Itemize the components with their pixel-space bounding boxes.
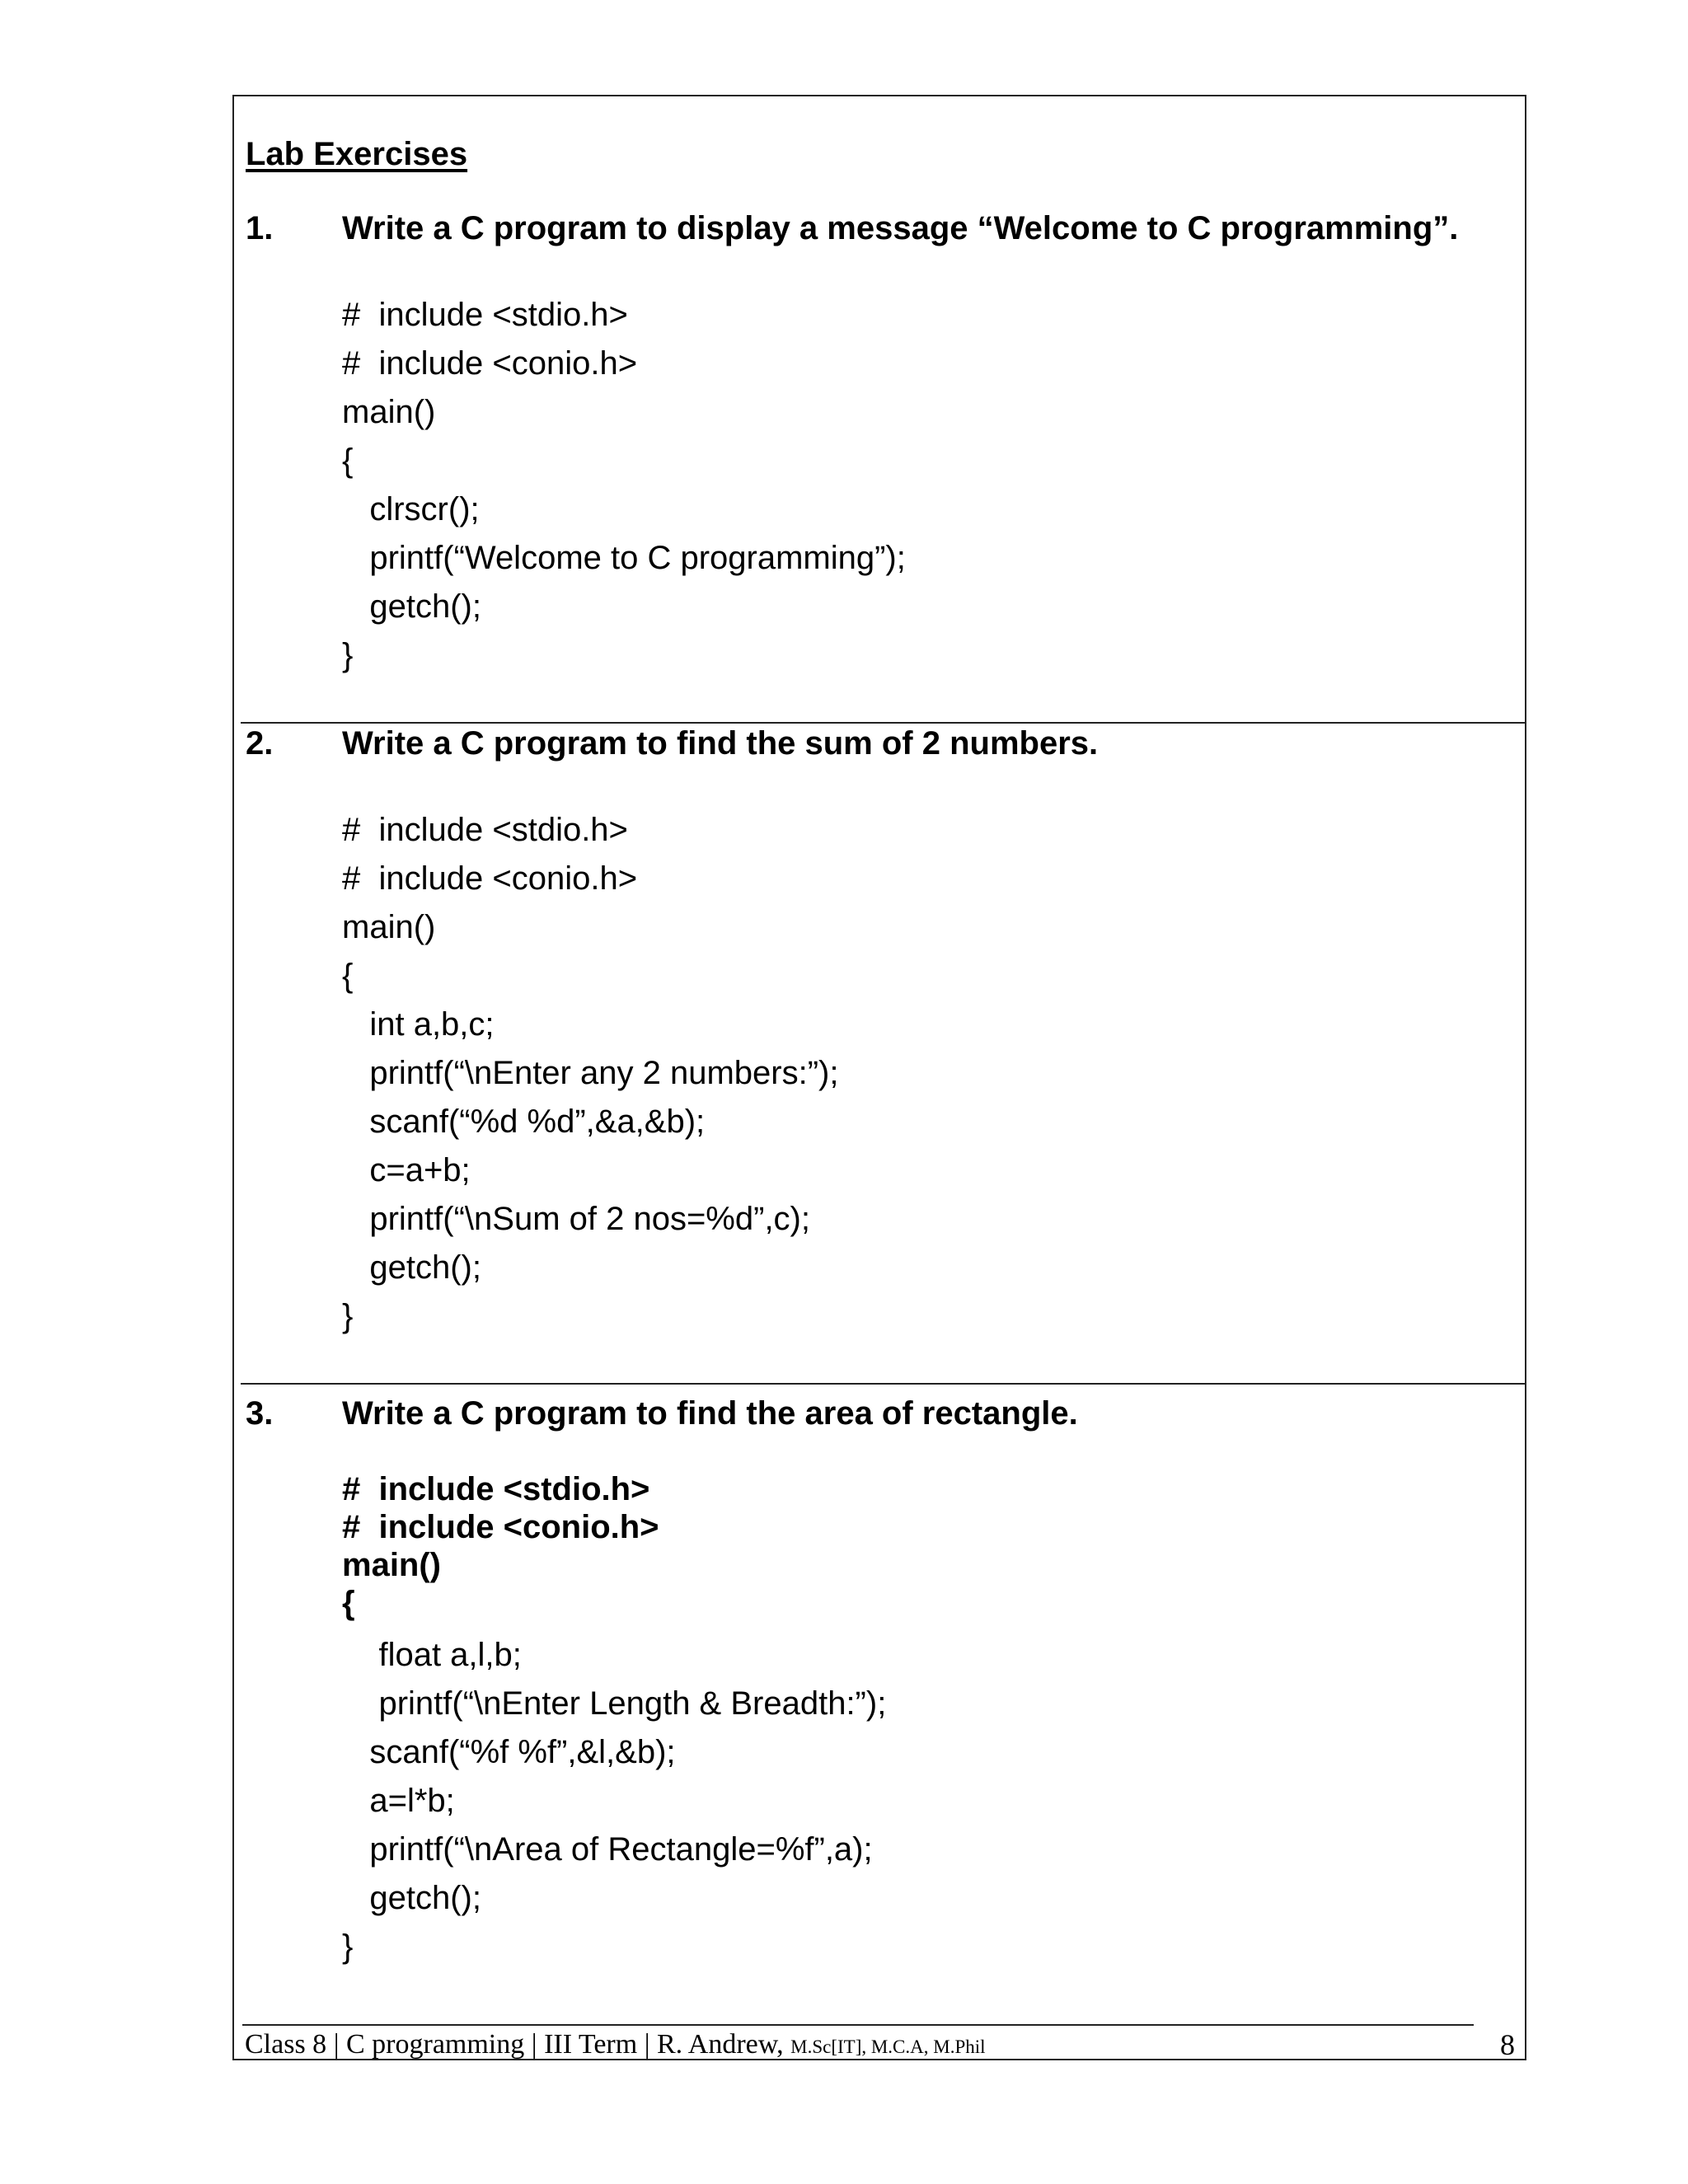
code-line: a=l*b;: [342, 1783, 455, 1819]
page-number: 8: [1500, 2028, 1515, 2061]
code-line: getch();: [342, 588, 481, 625]
code-line: {: [342, 958, 354, 994]
code-line: printf(“\nEnter Length & Breadth:”);: [342, 1685, 887, 1722]
footer-rule: [242, 2024, 1474, 2026]
code-line: # include <stdio.h>: [342, 812, 628, 848]
footer-separator: |: [333, 2029, 340, 2060]
code-line: clrscr();: [342, 491, 480, 527]
section-divider: [241, 1383, 1525, 1385]
code-line: int a,b,c;: [342, 1006, 495, 1043]
code-line: printf(“\nEnter any 2 numbers:”);: [342, 1055, 839, 1091]
exercise-2-title: Write a C program to find the sum of 2 numbers.: [342, 725, 1099, 762]
code-line: printf(“Welcome to C programming”);: [342, 540, 906, 576]
footer-term: III Term: [544, 2029, 638, 2060]
footer-class: Class 8: [245, 2029, 327, 2060]
code-line: printf(“\nArea of Rectangle=%f”,a);: [342, 1831, 873, 1868]
code-line: getch();: [342, 1880, 481, 1916]
code-line: getch();: [342, 1249, 481, 1286]
code-line: float a,l,b;: [342, 1637, 522, 1673]
footer-separator: |: [531, 2029, 537, 2060]
code-line: main(): [342, 394, 436, 430]
code-line: main(): [342, 909, 436, 945]
code-line: }: [342, 1298, 354, 1334]
footer-author: R. Andrew,: [657, 2029, 784, 2060]
code-line: }: [342, 637, 354, 673]
exercise-1-number: 1.: [246, 210, 274, 246]
code-line: # include <conio.h>: [342, 860, 638, 897]
section-divider: [241, 722, 1525, 724]
footer-credentials: M.Sc[IT], M.C.A, M.Phil: [790, 2036, 986, 2057]
code-line: # include <stdio.h>: [342, 297, 628, 333]
code-line: c=a+b;: [342, 1152, 471, 1188]
exercise-2-number: 2.: [246, 725, 274, 762]
page-heading: Lab Exercises: [246, 136, 468, 172]
code-line: main(): [342, 1547, 441, 1583]
code-line: }: [342, 1929, 354, 1965]
exercise-3-number: 3.: [246, 1395, 274, 1432]
code-line: # include <stdio.h>: [342, 1471, 650, 1507]
footer: [245, 2029, 986, 2060]
footer-subject: C programming: [346, 2029, 525, 2060]
code-line: scanf(“%f %f”,&l,&b);: [342, 1734, 676, 1770]
exercise-1-title: Write a C program to display a message “Welcome to C programming”.: [342, 210, 1459, 246]
code-line: {: [342, 1585, 355, 1621]
code-line: {: [342, 443, 354, 479]
exercise-3-title: Write a C program to find the area of rectangle.: [342, 1395, 1078, 1432]
code-line: printf(“\nSum of 2 nos=%d”,c);: [342, 1201, 810, 1237]
code-line: # include <conio.h>: [342, 1509, 659, 1545]
code-line: scanf(“%d %d”,&a,&b);: [342, 1104, 706, 1140]
code-line: # include <conio.h>: [342, 345, 638, 382]
footer-separator: |: [644, 2029, 650, 2060]
